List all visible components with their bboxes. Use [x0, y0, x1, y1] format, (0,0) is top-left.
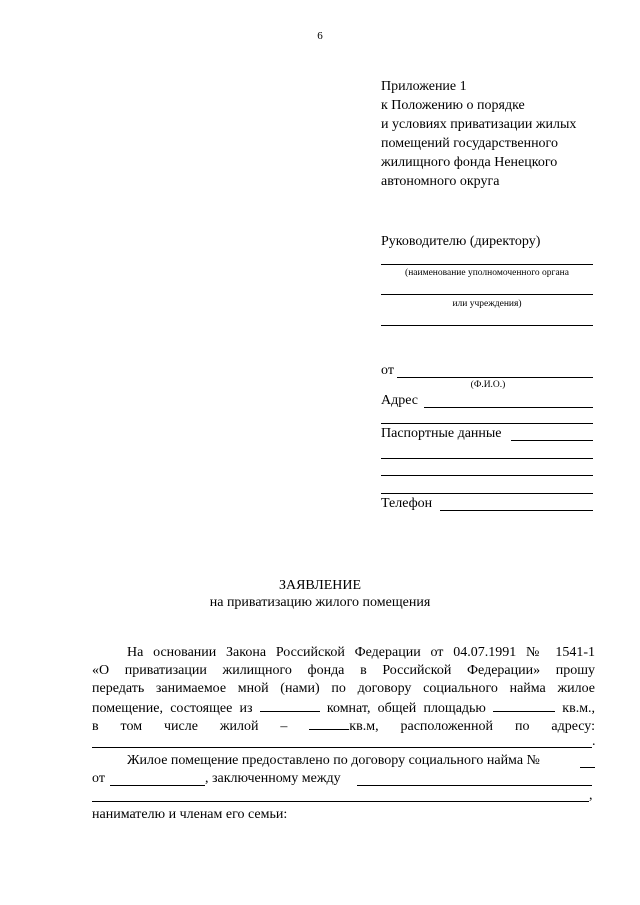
word: Федерации	[354, 645, 421, 660]
word: Закона	[226, 645, 267, 660]
p1-end-period: .	[592, 734, 596, 749]
organ-name-line-3[interactable]	[381, 325, 593, 326]
living-area-field[interactable]	[309, 717, 349, 730]
total-area-field[interactable]	[493, 699, 555, 712]
word: мной	[237, 681, 269, 696]
page-number: 6	[317, 30, 323, 42]
p1-line-4	[92, 699, 595, 717]
fio-caption: (Ф.И.О.)	[470, 380, 506, 390]
word: по	[514, 719, 530, 734]
address-label: Адрес	[381, 393, 419, 408]
word: На	[127, 645, 144, 660]
property-address-field[interactable]	[92, 747, 592, 748]
word: «О	[92, 663, 110, 678]
word: площадью	[423, 701, 486, 716]
fio-field[interactable]	[397, 377, 593, 378]
contract-date-field[interactable]	[110, 785, 205, 786]
word: состоящее	[170, 701, 233, 716]
word: комнат,	[326, 701, 371, 716]
passport-label: Паспортные данные	[381, 426, 502, 441]
word: жилое	[557, 681, 596, 696]
word: из	[239, 701, 253, 716]
appendix-header	[381, 77, 576, 191]
passport-field-2[interactable]	[381, 458, 593, 459]
contract-parties-field[interactable]	[357, 785, 592, 786]
word: основании	[153, 645, 217, 660]
statement-title: ЗАЯВЛЕНИЕ	[278, 578, 362, 593]
appendix-line: Приложение 1	[381, 79, 467, 94]
word: числе	[163, 719, 198, 734]
word: от	[430, 645, 444, 660]
p2-from-label: от	[92, 771, 105, 786]
word: социального	[423, 681, 498, 696]
passport-field-4[interactable]	[381, 493, 593, 494]
word: 1541-1	[555, 645, 596, 660]
word: жилой	[219, 719, 259, 734]
phone-label: Телефон	[381, 496, 433, 511]
appendix-line: и условиях приватизации жилых	[381, 117, 577, 132]
from-label: от	[381, 363, 394, 378]
word: Российской	[275, 645, 345, 660]
contract-number-field[interactable]	[580, 767, 595, 768]
organ-name-line-2[interactable]	[381, 294, 593, 295]
organ-caption-1: (наименование уполномоченного органа	[405, 268, 569, 278]
word: договору	[357, 681, 412, 696]
word: занимаемое	[155, 681, 227, 696]
appendix-line: к Положению о порядке	[381, 98, 525, 113]
word: кв.м,	[349, 719, 379, 734]
p2-comma: ,	[589, 788, 593, 803]
address-field-2[interactable]	[381, 423, 593, 424]
phone-field[interactable]	[440, 510, 593, 511]
word: (нами)	[280, 681, 320, 696]
appendix-line: автономного округа	[381, 174, 500, 189]
word: помещение,	[92, 701, 163, 716]
address-field[interactable]	[424, 407, 593, 408]
word: в	[360, 663, 367, 678]
p1-line-3	[92, 681, 595, 699]
passport-field[interactable]	[511, 440, 593, 441]
p1-line-2	[92, 663, 595, 681]
word: по	[331, 681, 346, 696]
word: найма	[509, 681, 546, 696]
p1-line-1	[127, 645, 595, 663]
word: кв.м.,	[562, 701, 596, 716]
p1-line-5	[92, 717, 595, 735]
word: прошу	[555, 663, 596, 678]
p2-concluded-between: , заключенному между	[205, 771, 341, 786]
appendix-line: жилищного фонда Ненецкого	[381, 155, 558, 170]
word: общей	[377, 701, 417, 716]
word: жилищного	[222, 663, 292, 678]
organ-name-line[interactable]	[381, 264, 593, 265]
word: передать	[92, 681, 145, 696]
organ-caption-2: или учреждения)	[452, 299, 522, 309]
word: №	[525, 645, 546, 660]
word: Федерации»	[467, 663, 541, 678]
statement-subtitle: на приватизацию жилого помещения	[209, 595, 431, 610]
contract-parties-field-2[interactable]	[92, 801, 589, 802]
rooms-count-field[interactable]	[260, 699, 320, 712]
word: приватизации	[124, 663, 207, 678]
word: расположенной	[400, 719, 494, 734]
word: Российской	[382, 663, 452, 678]
word: адресу:	[551, 719, 595, 734]
word: том	[120, 719, 143, 734]
word: в	[92, 719, 99, 734]
p2-line-4: нанимателю и членам его семьи:	[92, 807, 288, 822]
word: 04.07.1991	[453, 645, 517, 660]
p2-line-1: Жилое помещение предоставлено по договору социального найма №	[127, 753, 540, 768]
passport-field-3[interactable]	[381, 475, 593, 476]
addressee-to-label: Руководителю (директору)	[381, 234, 541, 249]
word: фонда	[307, 663, 345, 678]
word: –	[280, 719, 288, 734]
appendix-line: помещений государственного	[381, 136, 558, 151]
